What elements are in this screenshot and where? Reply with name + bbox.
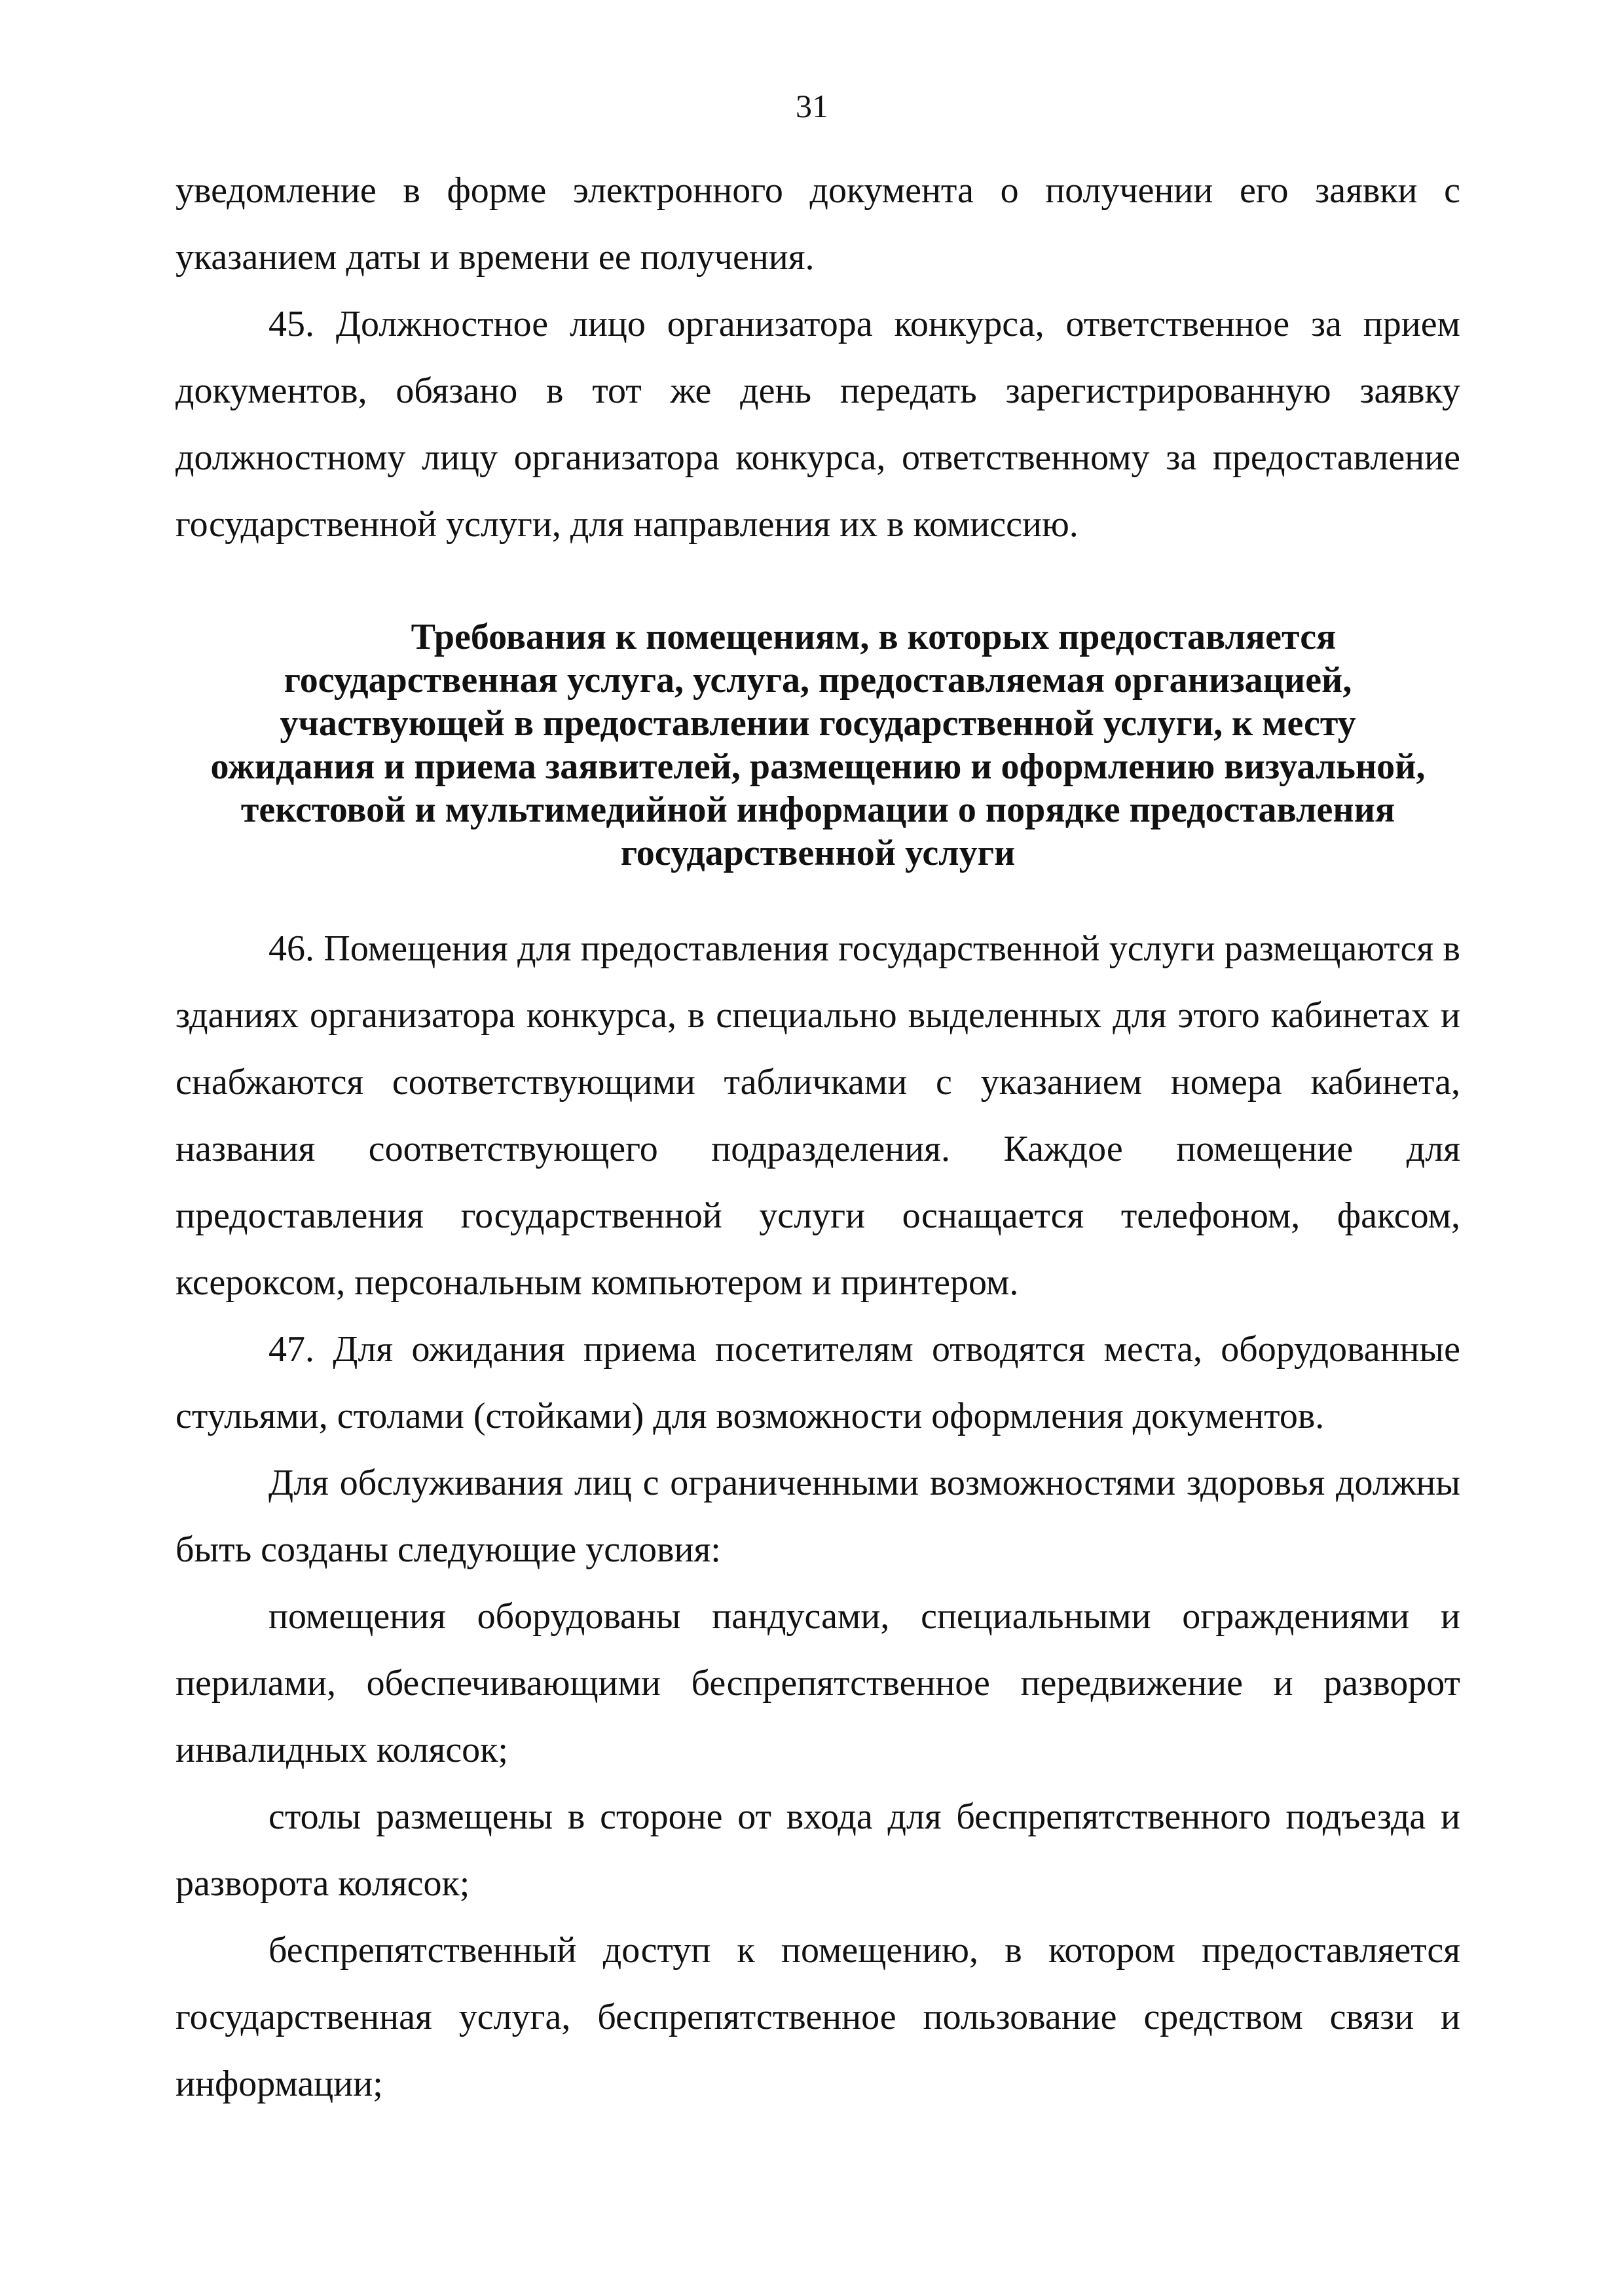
heading-line: Требования к помещениям, в которых предоставляется: [411, 617, 1337, 657]
section-heading: [175, 615, 1460, 875]
paragraph-access: беспрепятственный доступ к помещению, в котором предоставляется государственная услуга, беспрепятственное пользование средством связи и информации;: [175, 1930, 1460, 2104]
heading-line: государственной услуги: [620, 833, 1016, 873]
heading-line: ожидания и приема заявителей, размещению и оформлению визуальной,: [210, 746, 1426, 787]
heading-line: текстовой и мультимедийной информации о порядке предоставления: [240, 790, 1395, 830]
heading-line: участвующей в предоставлении государственной услуги, к месту: [280, 703, 1356, 744]
paragraph-46: 46. Помещения для предоставления государственной услуги размещаются в зданиях организатора конкурса, в специально выделенных для этого кабинетах и снабжаются соответствующими табличками с указанием номера кабинета, названия соответствующего подразделения. Каждое помещение для предоставления государственной услуги оснащается телефоном, факсом, ксероксом, персональным компьютером и принтером.: [175, 928, 1460, 1303]
paragraph-45: 45. Должностное лицо организатора конкурса, ответственное за прием документов, обязано в тот же день передать зарегистрированную заявку должностному лицу организатора конкурса, ответственному за предоставление государственной услуги, для направления их в комиссию.: [175, 304, 1460, 545]
paragraph-accessibility-intro: Для обслуживания лиц с ограниченными возможностями здоровья должны быть созданы следующие условия:: [175, 1463, 1460, 1570]
page-number: 31: [796, 88, 828, 124]
paragraph-47: 47. Для ожидания приема посетителям отводятся места, оборудованные стульями, столами (стойками) для возможности оформления документов.: [175, 1329, 1460, 1436]
document-body: [175, 157, 1460, 2117]
paragraph-ramps: помещения оборудованы пандусами, специальными ограждениями и перилами, обеспечивающими беспрепятственное передвижение и разворот инвалидных колясок;: [175, 1596, 1460, 1770]
heading-line: государственная услуга, услуга, предоставляемая организацией,: [284, 660, 1352, 701]
paragraph-tables: столы размещены в стороне от входа для беспрепятственного подъезда и разворота колясок;: [175, 1796, 1460, 1904]
paragraph-continuation: уведомление в форме электронного документа о получении его заявки с указанием даты и времени ее получения.: [175, 170, 1460, 278]
